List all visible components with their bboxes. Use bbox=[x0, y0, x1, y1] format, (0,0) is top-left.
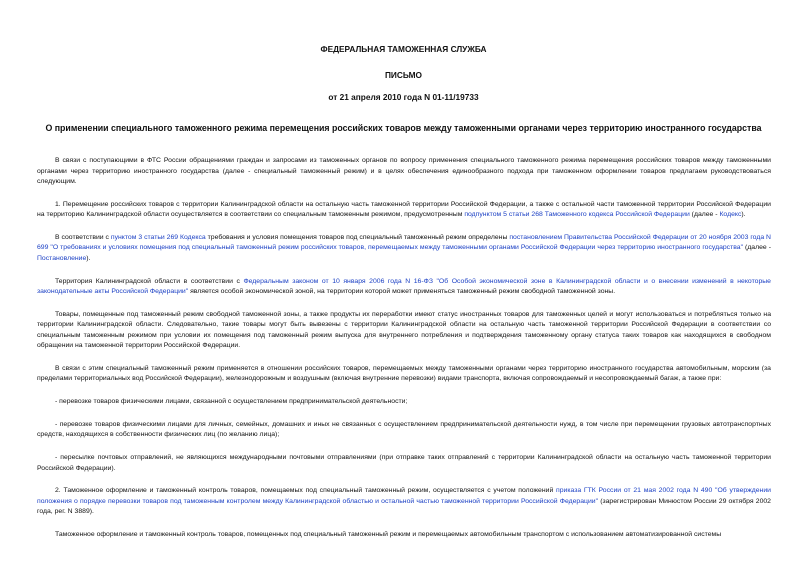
bullet-item-3: - пересылке почтовых отправлений, не являющихся международными почтовыми отправлениями (при отправке таких отправлений с территории Калининградской области на остальную часть таможенной территории Российской Федерации). bbox=[37, 454, 771, 472]
paragraph-2-text-d: ). bbox=[86, 254, 91, 262]
paragraph-5: В связи с этим специальный таможенный режим применяется в отношении российских товаров, перемещаемых между таможенными органами через территорию иностранного государства автомобильным, морским (за пределами территориальных вод Российской Федерации), железнодорожным и воздушным (включая внутренние перевозки) видами транспорта, включая сопровождаемый и несопровождаемый багаж, а также при: bbox=[37, 364, 771, 383]
document-body bbox=[37, 156, 771, 553]
link-article-269[interactable]: пунктом 3 статьи 269 Кодекса bbox=[110, 233, 206, 241]
link-tk-article-268[interactable]: подпунктом 5 статьи 268 Таможенного кодекса Российской Федерации bbox=[464, 211, 690, 219]
paragraph-1-text-c: ). bbox=[741, 211, 746, 219]
link-gtk-order-490[interactable]: приказа ГТК России от 21 мая 2002 года N 490 "Об утверждении положения о порядке перевозки товаров под таможенным контролем между Калининградской областью и остальной частью таможенной территории Российской Федерации" bbox=[37, 487, 771, 505]
paragraph-6 bbox=[37, 486, 771, 518]
paragraph-2-text-b: требования и условия помещения товаров под специальный таможенный режим определены bbox=[205, 233, 510, 241]
bullet-item-2: - перевозке товаров физическими лицами для личных, семейных, домашних и иных не связанных с осуществлением предпринимательской деятельности нужд, в том числе при перемещении грузовых автотранспортных средств, находящихся в собственности физических лиц (по желанию лица); bbox=[37, 420, 771, 439]
paragraph-3-text-b: является особой экономической зоной, на территории которой может применяться таможенный режим свободной таможенной зоны. bbox=[188, 288, 616, 296]
paragraph-1-text-b: (далее - bbox=[689, 211, 720, 219]
link-postanovlenie[interactable]: Постановление bbox=[37, 254, 87, 262]
document-title: О применении специального таможенного режима перемещения российских товаров между таможенными органами через территорию иностранного государства bbox=[45, 123, 762, 133]
paragraph-7: Таможенное оформление и таможенный контроль товаров, помещенных под специальный таможенный режим и перемещаемых автомобильным транспортом с использованием автоматизированной системы bbox=[55, 530, 722, 538]
agency-name: ФЕДЕРАЛЬНАЯ ТАМОЖЕННАЯ СЛУЖБА bbox=[320, 44, 487, 54]
link-kodeks[interactable]: Кодекс bbox=[719, 211, 742, 219]
paragraph-6-text-a: 2. Таможенное оформление и таможенный контроль товаров, помещаемых под специальный таможенный режим, осуществляется с учетом положений bbox=[55, 487, 557, 495]
document-date-number: от 21 апреля 2010 года N 01-11/19733 bbox=[328, 92, 479, 102]
paragraph-intro: В связи с поступающими в ФТС России обращениями граждан и запросами из таможенных органов по вопросу применения специального таможенного режима перемещения российских товаров между таможенными органами через территорию иностранного государства (далее - специальный таможенный режим) и в целях обеспечения единообразного подхода при таможенном оформлении товаров предлагаем руководствоваться следующим. bbox=[37, 157, 771, 185]
link-federal-law-16fz[interactable]: Федеральным законом от 10 января 2006 года N 16-ФЗ "Об Особой экономической зоне в Калининградской области и о внесении изменений в некоторые законодательные акты Российской Федерации" bbox=[37, 277, 771, 296]
document-type: ПИСЬМО bbox=[384, 70, 423, 80]
paragraph-2-text-a: В соответствии с bbox=[55, 233, 111, 241]
paragraph-1-text-a: 1. Перемещение российских товаров с территории Калининградской области на остальную часть таможенной территории Российской Федерации, а также с остальной части таможенной территории Российской Федерации на территорию Калининградской области осуществляется в соответствии со специальным таможенным режимом, предусмотренным bbox=[37, 200, 771, 219]
paragraph-4: Товары, помещенные под таможенный режим свободной таможенной зоны, а также продукты их переработки имеют статус иностранных товаров для таможенных целей и могут использоваться и потребляться только на территории Калининградской области. Следовательно, такие товары могут быть вывезены с территории Калининградской области на остальную часть таможенной территории Российской Федерации в соответствии со специальным таможенным режимом при условии их помещения под таможенный режим выпуска для внутреннего потребления и подтверждения таможенному органу статуса таких товаров как находящихся в свободном обращении на таможенной территории Российской Федерации. bbox=[37, 310, 771, 350]
paragraph-3 bbox=[37, 277, 771, 298]
paragraph-2-text-c: (далее - bbox=[743, 244, 771, 252]
paragraph-2 bbox=[37, 233, 771, 265]
link-postanovlenie-699[interactable]: постановлением Правительства Российской Федерации от 20 ноября 2003 года N 699 "О требованиях и условиях помещения под специальный таможенный режим российских товаров, перемещаемых между таможенными органами Российской Федерации через территорию иностранного государства" bbox=[37, 233, 772, 252]
paragraph-3-text-a: Территория Калининградской области в соответствии с bbox=[55, 277, 244, 285]
bullet-item-1: - перевозке товаров физическими лицами, связанной с осуществлением предпринимательской деятельности; bbox=[55, 398, 408, 406]
paragraph-1 bbox=[37, 200, 771, 221]
paragraph-6-text-b: (зарегистрирован Минюстом России 29 октября 2002 года, рег. N 3889). bbox=[37, 497, 771, 516]
